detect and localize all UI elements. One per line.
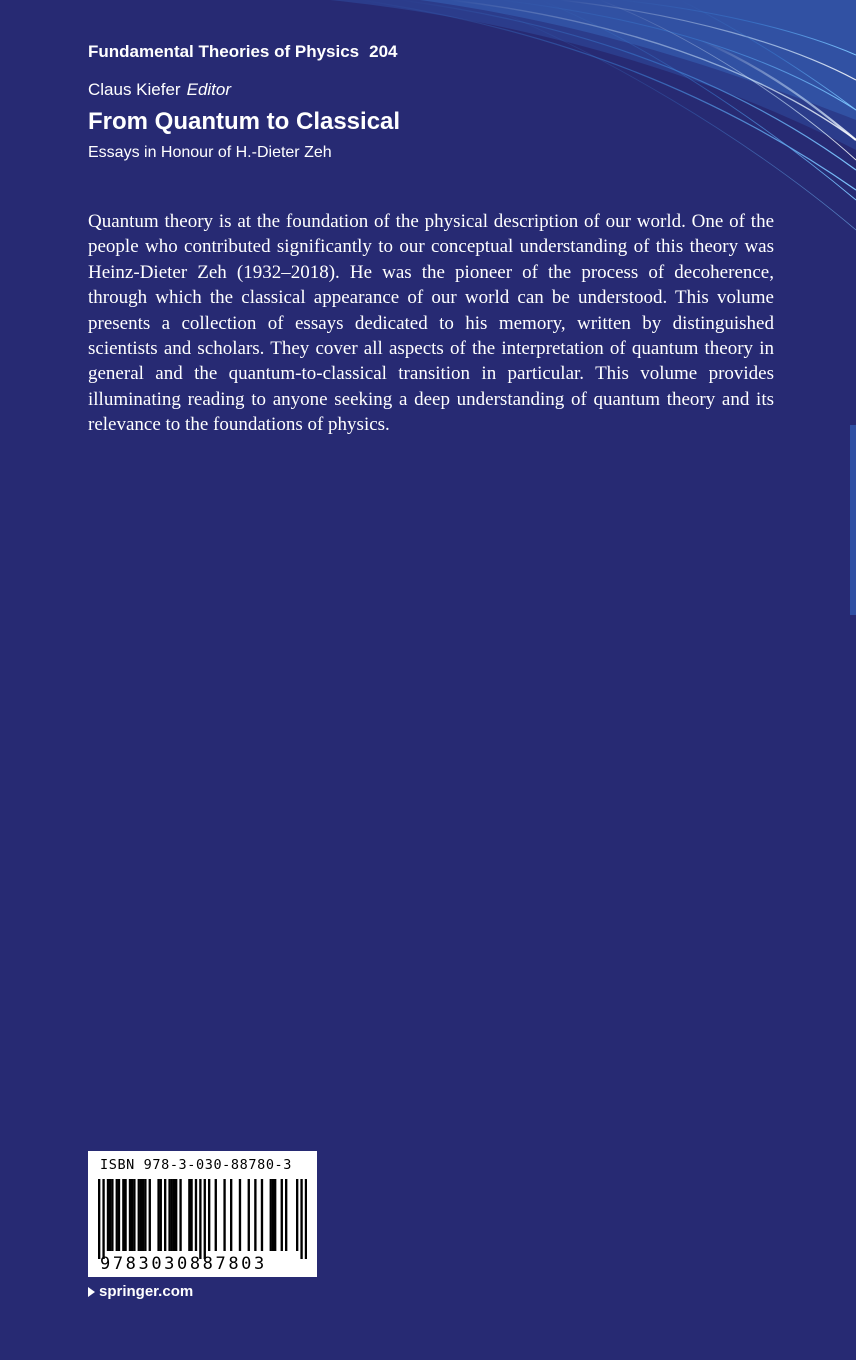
barcode-bar [281,1179,283,1251]
barcode-bar [164,1179,166,1251]
barcode-bar [274,1179,276,1251]
barcode-bar [272,1179,274,1251]
barcode-panel [88,1151,317,1277]
barcode-bar [116,1179,118,1251]
barcode-bars [98,1179,307,1259]
barcode-bar [157,1179,159,1251]
editor-line [88,80,231,100]
barcode-bar [195,1179,197,1251]
barcode-bar [188,1179,190,1251]
ean-digits: 9783030887803 [100,1254,267,1274]
barcode-bar [102,1179,104,1259]
triangle-right-icon [88,1287,95,1297]
barcode-bar [254,1179,256,1251]
series-line [88,42,398,62]
publisher-link[interactable] [88,1283,193,1300]
barcode-bar [270,1179,272,1251]
barcode-bar [122,1179,124,1251]
barcode-bar [208,1179,210,1251]
barcode-bar [149,1179,151,1251]
barcode-bar [239,1179,241,1251]
barcode-bar [223,1179,225,1251]
book-subtitle: Essays in Honour of H.-Dieter Zeh [88,144,332,161]
barcode-bar [261,1179,263,1251]
barcode-bar [124,1179,126,1251]
barcode-bar [204,1179,206,1259]
barcode-bar [171,1179,173,1251]
barcode-bar [109,1179,111,1251]
barcode-bar [179,1179,181,1251]
isbn-label: ISBN 978-3-030-88780-3 [100,1157,293,1173]
barcode-bar [173,1179,175,1251]
book-title: From Quantum to Classical [88,108,401,135]
barcode-bar [305,1179,307,1259]
barcode-bar [199,1179,201,1259]
barcode-bar [129,1179,131,1251]
barcode-bar [118,1179,120,1251]
barcode-bar [131,1179,133,1251]
barcode-bar [285,1179,287,1251]
series-name: Fundamental Theories of Physics [88,42,360,61]
barcode-bar [160,1179,162,1251]
barcode-bar [140,1179,142,1251]
barcode-bar [111,1179,113,1251]
edge-stripe [850,425,856,615]
barcode-bar [107,1179,109,1251]
editor-role: Editor [186,80,232,99]
publisher-url: springer.com [99,1283,194,1300]
barcode-bar [248,1179,250,1251]
book-description: Quantum theory is at the foundation of the physical description of our world. One of the people who contributed significantly to our conceptual understanding of this theory was Heinz-Dieter Zeh (1932–2018). He was the pioneer of the process of decoherence, through which the classical appearance of our world can be understood. This volume presents a collection of essays dedicated to his memory, written by distinguished scientists and scholars. They cover all aspects of the interpretation of quantum theory in general and the quantum-to-classical transition in particular. This volume provides illuminating reading to anyone seeking a deep understanding of quantum theory and its relevance to the foundations of physics. [88,211,774,436]
barcode-bar [98,1179,100,1259]
barcode-bar [190,1179,192,1251]
editor-name: Claus Kiefer [88,80,181,99]
barcode-bar [230,1179,232,1251]
barcode-bar [300,1179,302,1259]
barcode-bar [138,1179,140,1251]
series-number: 204 [369,42,398,61]
barcode-bar [175,1179,177,1251]
barcode-bar [144,1179,146,1251]
barcode-bar [296,1179,298,1251]
barcode-bar [168,1179,170,1251]
barcode-bar [142,1179,144,1251]
barcode-bar [215,1179,217,1251]
barcode-bar [133,1179,135,1251]
